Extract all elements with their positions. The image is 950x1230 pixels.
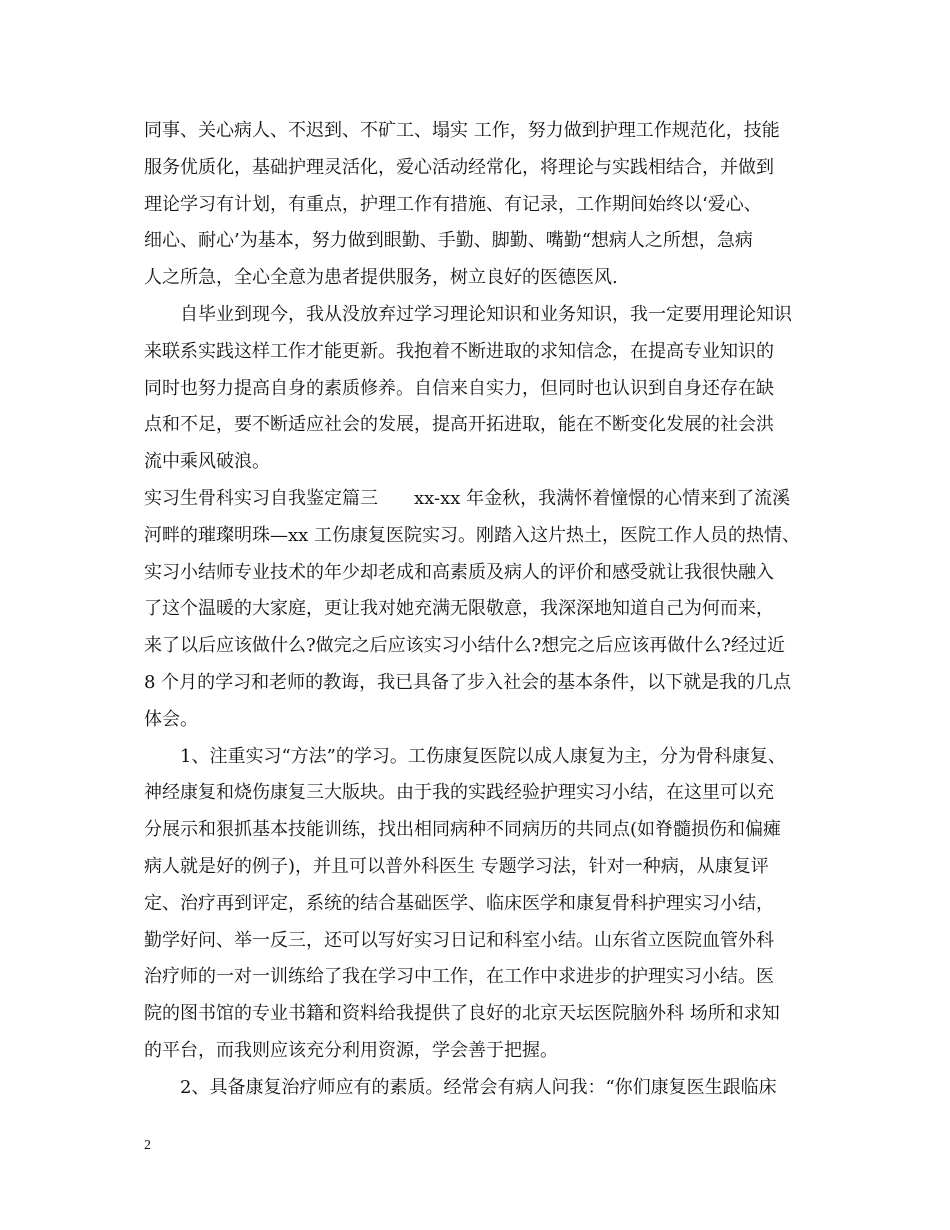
text-line: 神经康复和烧伤康复三大版块。由于我的实践经验护理实习小结，在这里可以充 — [144, 782, 774, 804]
text-line: 1、注重实习“方法”的学习。工伤康复医院以成人康复为主，分为骨科康复、 — [180, 745, 786, 767]
text-line: 来联系实践这样工作才能更新。我抱着不断进取的求知信念，在提高专业知识的 — [144, 340, 774, 362]
text-line: 河畔的璀璨明珠—xx 工伤康复医院实习。刚踏入这片热土，医院工作人员的热情、 — [144, 524, 801, 546]
text-line: 定、治疗再到评定，系统的结合基础医学、临床医学和康复骨科护理实习小结， — [144, 892, 774, 914]
text-line: 了这个温暖的大家庭，更让我对她充满无限敬意，我深深地知道自己为何而来， — [144, 598, 774, 620]
text-line: 的平台，而我则应该充分利用资源，学会善于把握。 — [144, 1039, 558, 1061]
text-line: 自毕业到现今，我从没放弃过学习理论知识和业务知识，我一定要用理论知识 — [180, 303, 792, 325]
text-line: 来了以后应该做什么?做完之后应该实习小结什么?想完之后应该再做什么?经过近 — [144, 635, 785, 657]
text-line: 人之所急，全心全意为患者提供服务，树立良好的医德医风. — [144, 267, 618, 289]
text-line: 治疗师的一对一训练给了我在学习中工作，在工作中求进步的护理实习小结。医 — [144, 966, 774, 988]
text-line: 2、具备康复治疗师应有的素质。经常会有病人问我：“你们康复医生跟临床 — [180, 1076, 777, 1098]
text-line: 细心、耐心’为基本，努力做到眼勤、手勤、脚勤、嘴勤“想病人之所想，急病 — [144, 230, 753, 252]
text-line: 流中乘风破浪。 — [144, 451, 270, 473]
document-body — [144, 113, 844, 1107]
text-line: 院的图书馆的专业书籍和资料给我提供了良好的北京天坛医院脑外科 场所和求知 — [144, 1003, 780, 1025]
text-line: 同时也努力提高自身的素质修养。自信来自实力，但同时也认识到自身还存在缺 — [144, 377, 774, 399]
text-line: 实习生骨科实习自我鉴定篇三 xx-xx 年金秋，我满怀着憧憬的心情来到了流溪 — [144, 487, 791, 509]
text-line: 服务优质化，基础护理灵活化，爱心活动经常化，将理论与实践相结合，并做到 — [144, 156, 774, 178]
text-line: 实习小结师专业技术的年少却老成和高素质及病人的评价和感受就让我很快融入 — [144, 561, 774, 583]
text-line: 病人就是好的例子)，并且可以普外科医生 专题学习法，针对一种病，从康复评 — [144, 855, 769, 877]
text-line: 体会。 — [144, 708, 198, 730]
text-line: 理论学习有计划，有重点，护理工作有措施、有记录，工作期间始终以‘爱心、 — [144, 193, 762, 215]
text-line: 8 个月的学习和老师的教诲，我已具备了步入社会的基本条件，以下就是我的几点 — [144, 671, 792, 693]
page-number: 2 — [144, 1138, 151, 1153]
text-line: 同事、关心病人、不迟到、不矿工、塌实 工作，努力做到护理工作规范化，技能 — [144, 120, 780, 141]
text-line: 勤学好问、举一反三，还可以写好实习日记和科室小结。山东省立医院血管外科 — [144, 929, 774, 951]
text-line: 点和不足，要不断适应社会的发展，提高开拓进取，能在不断变化发展的社会洪 — [144, 414, 774, 436]
text-line: 分展示和狠抓基本技能训练，找出相同病种不同病历的共同点(如脊髓损伤和偏瘫 — [144, 819, 782, 841]
